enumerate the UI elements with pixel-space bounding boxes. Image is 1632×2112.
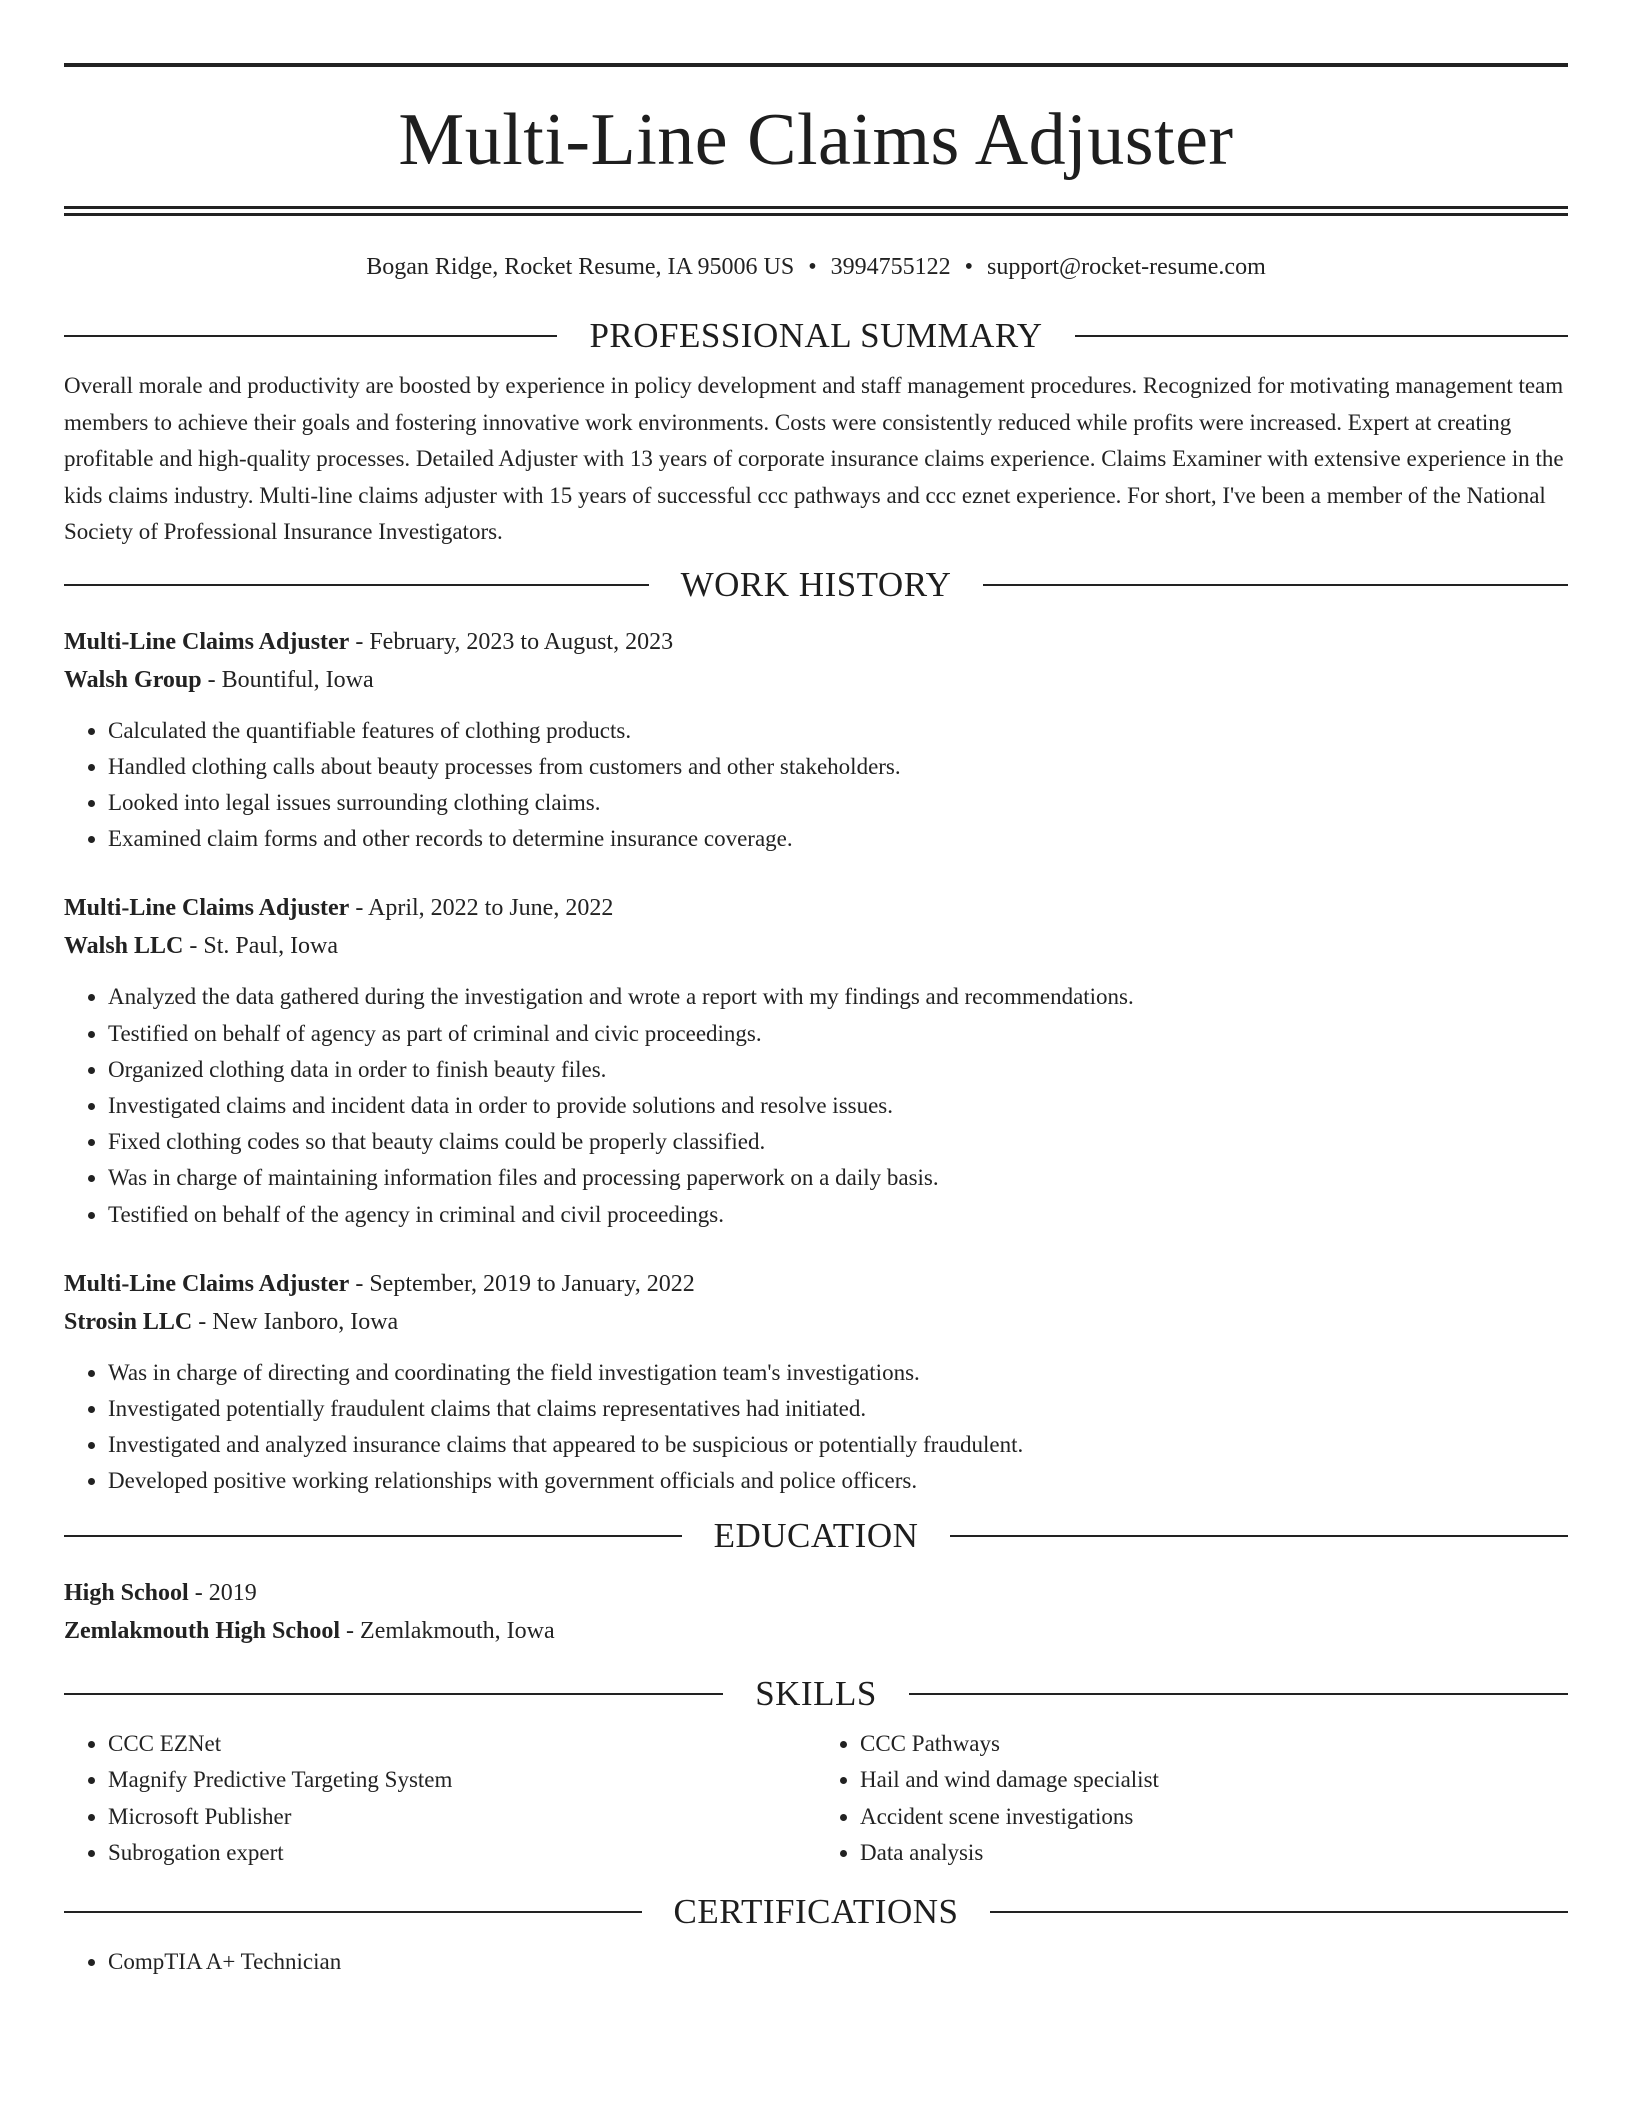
summary-heading-row [64,314,1568,358]
header-top-rule [64,63,1568,67]
job-location: - Bountiful, Iowa [201,666,374,693]
heading-rule-right [983,584,1568,586]
list-item: • Handled clothing calls about beauty processes from customers and other stakeholders. [108,749,1568,785]
list-item: • Organized clothing data in order to finish beauty files. [108,1052,1568,1088]
list-item: • Examined claim forms and other records to determine insurance coverage. [108,821,1568,857]
skill-item: • Accident scene investigations [860,1799,1568,1836]
certification-item: • CompTIA A+ Technician [108,1944,1568,1980]
job-location: - New Ianboro, Iowa [192,1308,399,1335]
summary-text: Overall morale and productivity are boosted by experience in policy development and staff management procedures. Recognized for motivating management team members to achieve their goals and fostering innovative work environments. Costs were consistently reduced while profits were increased. Expert at creating profitable and high-quality processes. Detailed Adjuster with 13 years of corporate insurance claims experience. Claims Examiner with extensive experience in the kids claims industry. Multi-line claims adjuster with 15 years of successful ccc pathways and ccc eznet experience. For short, I've been a member of the National Society of Professional Insurance Investigators. [64,373,1564,544]
job-title: Multi-Line Claims Adjuster [64,628,350,655]
skill-item: • CCC EZNet [108,1726,816,1763]
contact-email: support@rocket-resume.com [987,254,1266,280]
education-degree: High School [64,1579,189,1606]
job-company-line [64,927,1568,965]
job-title-line [64,623,1568,661]
heading-rule-left [64,1535,682,1537]
list-item: • Fixed clothing codes so that beauty claims could be properly classified. [108,1124,1568,1160]
job-company: Strosin LLC [64,1308,193,1335]
skill-item: • Subrogation expert [108,1835,816,1872]
job-company: Walsh LLC [64,933,184,960]
header-double-rule [64,206,1568,216]
contact-separator: • [964,254,974,280]
job-company-line [64,1303,1568,1341]
page-title: Multi-Line Claims Adjuster [398,99,1234,181]
heading-rule-right [1075,335,1568,337]
education-heading: EDUCATION [713,1515,919,1555]
heading-rule-left [64,1693,723,1695]
job-title: Multi-Line Claims Adjuster [64,1270,350,1297]
certifications-heading-row [64,1890,1568,1934]
education-degree-line [64,1574,1568,1612]
list-item: • Was in charge of maintaining information files and processing paperwork on a daily basis. [108,1160,1568,1196]
certifications-heading: CERTIFICATIONS [673,1891,959,1931]
job-dates: - September, 2019 to January, 2022 [349,1270,695,1297]
list-item: • Investigated potentially fraudulent claims that claims representatives had initiated. [108,1391,1568,1427]
skill-item: • Microsoft Publisher [108,1799,816,1836]
list-item: • Investigated and analyzed insurance claims that appeared to be suspicious or potentially fraudulent. [108,1427,1568,1463]
job-company: Walsh Group [64,666,202,693]
skills-heading-row [64,1672,1568,1716]
education-year: - 2019 [188,1579,257,1606]
summary-heading: PROFESSIONAL SUMMARY [589,316,1043,355]
skill-item: • Data analysis [860,1835,1568,1872]
list-item: • Analyzed the data gathered during the investigation and wrote a report with my findings and recommendations. [108,979,1568,1015]
list-item: • Developed positive working relationships with government officials and police officers. [108,1463,1568,1499]
list-item: • Investigated claims and incident data in order to provide solutions and resolve issues. [108,1088,1568,1124]
job-entry [64,1265,1568,1500]
list-item: • Testified on behalf of the agency in criminal and civil proceedings. [108,1197,1568,1233]
certifications-list [64,1944,1568,1980]
list-item: • Looked into legal issues surrounding clothing claims. [108,785,1568,821]
heading-rule-right [909,1693,1568,1695]
job-bullets [64,979,1568,1232]
contact-phone: 3994755122 [830,254,951,280]
education-school: Zemlakmouth High School [64,1617,341,1644]
job-title-line [64,1265,1568,1303]
skills-columns [64,1726,1568,1872]
skills-right-list [816,1726,1568,1872]
skills-left-list [64,1726,816,1872]
contact-address: Bogan Ridge, Rocket Resume, IA 95006 US [366,254,795,280]
heading-rule-left [64,335,557,337]
education-school-line [64,1612,1568,1650]
list-item: • Was in charge of directing and coordinating the field investigation team's investigations. [108,1355,1568,1391]
heading-rule-right [950,1535,1568,1537]
heading-rule-left [64,584,649,586]
job-bullets [64,713,1568,858]
resume-page [64,63,1568,1980]
skill-item: • Magnify Predictive Targeting System [108,1762,816,1799]
job-title: Multi-Line Claims Adjuster [64,895,350,922]
list-item: • Testified on behalf of agency as part of criminal and civic proceedings. [108,1016,1568,1052]
job-title-line [64,889,1568,927]
contact-line [64,249,1568,285]
heading-rule-left [64,1911,642,1913]
skill-item: • Hail and wind damage specialist [860,1762,1568,1799]
job-entry [64,889,1568,1232]
work-heading: WORK HISTORY [680,564,952,604]
work-heading-row [64,563,1568,607]
job-bullets [64,1355,1568,1500]
job-dates: - February, 2023 to August, 2023 [349,628,674,655]
education-heading-row [64,1514,1568,1558]
job-entry [64,623,1568,858]
education-location: - Zemlakmouth, Iowa [340,1617,555,1644]
job-location: - St. Paul, Iowa [183,933,339,960]
heading-rule-right [990,1911,1568,1913]
skills-heading: SKILLS [755,1673,877,1713]
job-company-line [64,661,1568,699]
education-entry [64,1574,1568,1650]
skill-item: • CCC Pathways [860,1726,1568,1763]
contact-separator: • [808,254,817,280]
job-dates: - April, 2022 to June, 2022 [349,895,614,922]
list-item: • Calculated the quantifiable features of clothing products. [108,713,1568,749]
